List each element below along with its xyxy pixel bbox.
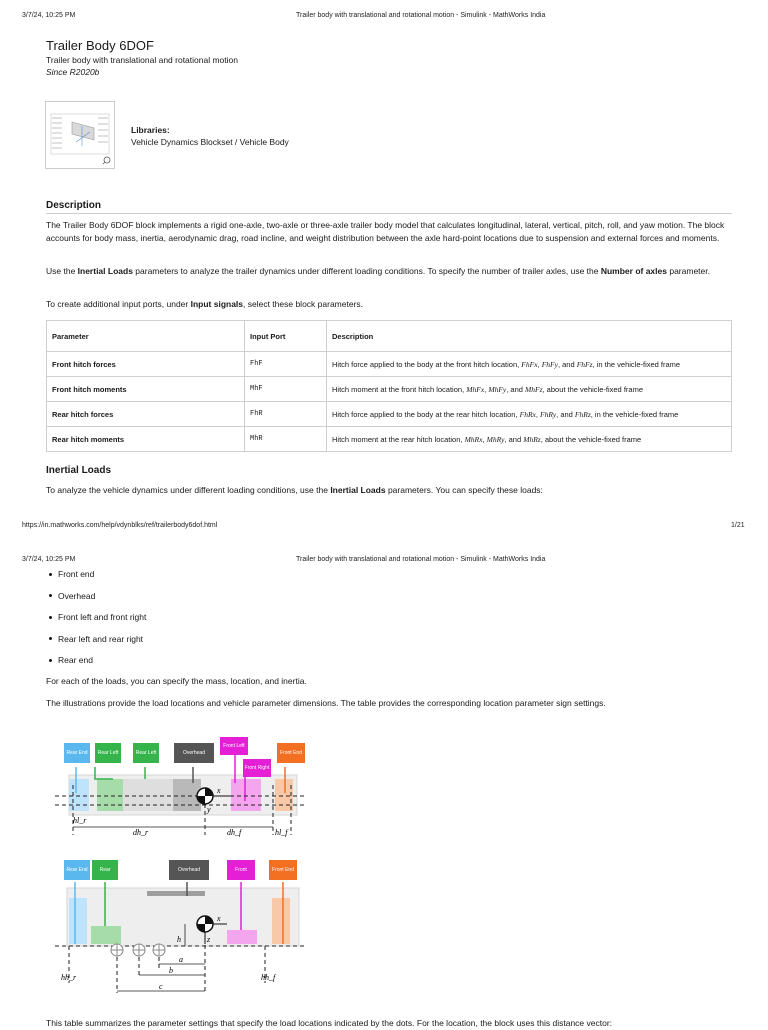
libraries-link[interactable]: Vehicle Dynamics Blockset / Vehicle Body [131,137,289,147]
column-header: Input Port [245,321,327,352]
svg-text:y: y [207,805,211,814]
svg-text:z: z [207,935,211,944]
svg-text:dh_f: dh_f [227,828,242,837]
front-left-tag: Front Left [220,737,248,755]
svg-text:a: a [179,955,183,964]
port-description: Hitch force applied to the body at the front hitch location, FhFx, FhFy, and FhFz, in the vehicle-fixed frame [327,352,732,377]
list-item: Front left and front right [58,611,146,633]
inertial-loads-param: Inertial Loads [77,266,133,276]
side-view-diagram [55,858,315,998]
list-item: Front end [58,568,146,590]
block-icon-thumbnail[interactable] [45,101,115,169]
block-title: Trailer Body 6DOF [46,38,154,53]
parameter-name[interactable]: Front hitch forces [47,352,245,377]
parameter-name[interactable]: Front hitch moments [47,377,245,402]
loads-paragraph: For each of the loads, you can specify the mass, location, and inertia. [46,676,307,686]
svg-text:c: c [159,982,163,991]
svg-text:hl_f: hl_f [275,828,288,837]
input-port: FhR [245,402,327,427]
table-header-row [47,321,732,352]
column-header: Description [327,321,732,352]
parameter-name[interactable]: Rear hitch moments [47,427,245,452]
overhead-tag: Overhead [169,860,209,880]
trailer-block-icon [46,102,114,168]
print-datetime: 3/7/24, 10:25 PM [22,12,76,19]
front-end-tag: Front End [269,860,297,880]
port-description: Hitch force applied to the body at the rear hitch location, FhRx, FhRy, and FhRz, in the vehicle-fixed frame [327,402,732,427]
rear-right-tag: Rear Left [133,743,159,763]
overhead-tag: Overhead [174,743,214,763]
rear-end-tag: Rear End [64,860,90,880]
inertial-loads-heading: Inertial Loads [46,465,112,476]
column-header: Parameter [47,321,245,352]
block-subtitle: Trailer body with translational and rotational motion [46,55,238,65]
front-right-tag: Front Right [243,759,271,777]
rear-tag: Rear [92,860,118,880]
input-port: MhR [245,427,327,452]
svg-text:h: h [177,935,181,944]
front-end-tag: Front End [277,743,305,763]
svg-text:hh_r: hh_r [61,973,77,982]
input-port: FhF [245,352,327,377]
summary-paragraph-cut: This table summarizes the parameter settings that specify the load locations indicated by the dots. For the location, the block uses this distance vector: [46,1018,613,1028]
print-footer-url: https://in.mathworks.com/help/vdynblks/ref/trailerbody6dof.html [22,522,218,529]
svg-text:b: b [169,966,173,975]
port-description: Hitch moment at the front hitch location, MhFx, MhFy, and MhFz, about the vehicle-fixed frame [327,377,732,402]
svg-text:hl_r: hl_r [73,816,87,825]
list-item: Overhead [58,590,146,612]
top-view-diagram [55,735,315,840]
inertial-loads-intro: To analyze the vehicle dynamics under different loading conditions, use the Inertial Loads parameters. You can specify these loads: [46,485,543,495]
input-port: MhF [245,377,327,402]
table-row [47,427,732,452]
print-datetime: 3/7/24, 10:25 PM [22,556,76,563]
table-row [47,352,732,377]
input-signals-param: Input signals [190,299,244,309]
table-row [47,402,732,427]
svg-text:hh_f: hh_f [261,973,276,982]
description-paragraph: The Trailer Body 6DOF block implements a rigid one-axle, two-axle or three-axle trailer body model that calculates longitudinal, lateral, vertical, pitch, roll, and yaw motion. The block accounts for body mass, inertia, aerodynamic drag, road incline, and weight distribution between the axle hard-point locations due to suspension and external forces and moments. [46,220,725,243]
loads-list [46,568,146,676]
input-ports-paragraph: To create additional input ports, under Input signals, select these block parameters. [46,299,364,309]
print-page-title: Trailer body with translational and rotational motion - Simulink - MathWorks India [296,12,546,19]
parameter-name[interactable]: Rear hitch forces [47,402,245,427]
illustrations-paragraph: The illustrations provide the load locations and vehicle parameter dimensions. The table provides the corresponding location parameter sign settings. [46,698,606,708]
front-tag: Front [227,860,255,880]
port-description: Hitch moment at the rear hitch location, MhRx, MhRy, and MhRz, about the vehicle-fixed frame [327,427,732,452]
print-page-title: Trailer body with translational and rotational motion - Simulink - MathWorks India [296,556,546,563]
description-heading: Description [46,200,102,211]
list-item: Rear end [58,654,146,676]
rear-left-tag: Rear Left [95,743,121,763]
rear-end-tag: Rear End [64,743,90,763]
list-item: Rear left and rear right [58,633,146,655]
heading-divider [46,213,732,214]
svg-text:x: x [217,914,221,923]
svg-text:dh_r: dh_r [133,828,149,837]
inertial-loads-paragraph: Use the Inertial Loads parameters to analyze the trailer dynamics under different loading conditions. To specify the number of trailer axles, use the Number of axles parameter. [46,266,710,276]
svg-text:x: x [217,786,221,795]
print-page-number: 1/21 [731,522,745,529]
number-of-axles-param: Number of axles [600,266,667,276]
since-release: Since R2020b [46,67,100,77]
libraries-label: Libraries: [131,125,170,135]
table-row [47,377,732,402]
input-ports-table [46,320,732,452]
